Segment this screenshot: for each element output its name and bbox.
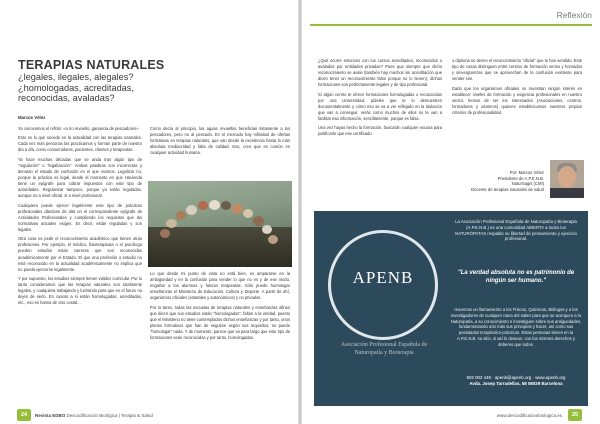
paragraph: Sí algún centro te ofrece formaciones homologadas o reconocidas por una Universidad, pídeles que te lo demuestren documentalmente y cómo eso se va a ver reflejado en la titulación que vas a conseguir, verás como muchos de ellos no te van a facilitar esa información, sencillamente, porque es falsa. xyxy=(318,91,442,122)
advert-contact xyxy=(450,375,582,387)
signature-line: Presidente de A.P.E.N.B. xyxy=(497,175,544,181)
paragraph: ¿Qué ocurre entonces con los cursos acreditados, reconocidos o avalados por entidades privadas? Pues que siempre que dicho reconocimiento se avale (también hay muchos sin acreditación que dicen tener un reconocimiento falso porque no lo tienen), dichas formaciones son perfectamente legales y de tipo profesional. xyxy=(318,58,442,88)
paragraph: Como decía al principio, las aguas revueltas benefician listamente a los pescadores, pero no al pescado. En el mercado hay infinidad de ofertas formativas en terapias naturales, que van desde la excelencia hasta la más absoluta mediocridad y falta de calidad. Eso, creo que es común en cualquier actividad humana. xyxy=(150,126,290,156)
signature-line: NaturSagis (CMI) xyxy=(511,181,544,187)
article-author: Marcos Vélez xyxy=(18,115,46,120)
page-gutter xyxy=(298,0,302,424)
paragraph: Una vez hayas hecho la formación, buscarán cualquier excusa para justificarle que ese certificado xyxy=(318,125,442,137)
paragraph: Esto es lo que sucede en la actualidad con las terapias naturales. Cada vez más personas las practicamos y forman parte de nuestro día a día, como consumidores, pacientes, clientes y terapeutas. xyxy=(18,135,142,153)
advert-intro: La Asociación Profesional Española de Naturopatía y Bioterapia (A.P.E.N.B.) es una comunidad ABIERTA a todos los NATURÓPATAS respaldo su libertad de pensamiento y ejercicio profesional. xyxy=(455,219,577,242)
column-2-top xyxy=(150,126,290,160)
author-photo xyxy=(550,160,584,198)
apenb-advert xyxy=(314,211,588,406)
column-3 xyxy=(318,58,442,141)
footer-left-text xyxy=(35,413,153,418)
column-2-bottom xyxy=(150,271,290,344)
advert-address: Avda. Josep Tarradellas, 58 08029 Barcelona xyxy=(469,381,563,386)
apenb-logo: APENB xyxy=(352,268,414,287)
paragraph: Cualquiera puede ejercer legalmente este tipo de prácticas profesionales dándose de alta en el correspondiente epígrafe de Actividades Profesionales y cumpliendo los requisitos que las normativas actuales exigen. Es decir, están reguladas y son legales. xyxy=(18,202,142,232)
page-number: 25 xyxy=(568,409,582,421)
advert-phone[interactable]: 902 002 449 · apenb@apenb.org · www.apenb.org xyxy=(466,375,566,380)
column-1 xyxy=(18,126,142,310)
apenb-seal-text: Asociación Profesional Española de Naturopatía y Bioterapia xyxy=(340,342,428,356)
right-page xyxy=(300,0,600,424)
page-number: 24 xyxy=(17,409,31,421)
magazine-section: Descodificación Biológica | Terapia & Salud xyxy=(66,413,153,418)
article-subtitle: ¿legales, ilegales, alegales? ¿homologadas, acreditadas, reconocidas, avaladas? xyxy=(18,72,134,103)
stones-photo xyxy=(148,181,292,267)
column-4 xyxy=(452,58,582,119)
advert-quote: "La verdad absoluta no es patrimonio de ningún ser humano." xyxy=(457,270,575,284)
footer-url[interactable]: www.descodificacionbiologica.es xyxy=(496,413,562,418)
magazine-name: Revista EDBO xyxy=(35,413,66,418)
paragraph: Ya conocemos el refrán: «a río revuelto, ganancia de pescadores» xyxy=(18,126,139,131)
paragraph: Ya hace muchas décadas que se anda tras algún tipo de "regulación" o "legalización". Ambas palabras son incorrectas y denotan el estado de confusión en el que vivimos. Legalizar no, porque la práctica es legal, desde el momento en que Hacienda tiene un epígrafe para cobrar impuestos con este tipo de actividades. Regularizar tampoco, porque ya están reguladas, aunque no a nivel oficial, sí a nivel profesional. xyxy=(18,156,142,199)
signature-block xyxy=(471,170,544,192)
paragraph: Y por supuesto, los estudios siempre tienen validez curricular. Por lo tanto consideramos que las terapias naturales son totalmente legales, y cualquiera trabajando y luchando para que en el futuro no dejen de serlo. En cuanto a si están homologadas, acreditadas, etc., eso es harina de otro costal... xyxy=(18,276,142,306)
paragraph: Otra cosa es pedir el reconocimiento académico que tienen otras profesiones. Por ejemplo, el médico, fisioterapeuta o el psicólogo pueden estudiar estas carreras que son reconocidas académicamente por el Estado. El que una profesión o estudio no esté reconocido en la actualidad académicamente no implica que no pueda ejercerse legalmente. xyxy=(18,236,142,272)
signature-line: Por: Marcos Vélez xyxy=(509,170,544,175)
signature-line: Docente de terapias naturales de salud xyxy=(471,186,544,192)
paragraph: Por lo tanto, todas las escuelas de terapias naturales y enseñanzas afines que dicen que sus estudios están "homologados", faltan a la verdad, puesto que el Ministerio no tiene contemplados dichos enseñanzas y por tanto, unos planes formativos que han de seguirse según sus requisitos, no puede "homologar" nada. Y de momento, parece que va para largo que este tipo de formaciones sean reconocidas y por tanto, homologadas. xyxy=(150,304,290,341)
paragraph: o diploma no tienen el reconocimiento "oficial" que te han vendido. Este tipo de cosas distinguen entre centros de formación serios y honrados y sinvergüenzas que se aprovechan de la confusión existente para vender sire. xyxy=(452,58,582,82)
paragraph: Dado que los organismos oficiales no muestran ningún interés en establecer niveles de formación y exigencia profesionales en nuestro sector, hemos de ser los interesados (Asociaciones, centros, formadores y alumnos) quienes establezcamos nuestros propios criterios de profesionalidad. xyxy=(452,85,582,115)
footer-right xyxy=(300,410,600,424)
advert-body: Hacemos un llamamiento a los Físicos, Químicos, Biólogos y a los investigadores de cualquier rama del saber para que se acerquen a la Naturopatía, a su conocimiento e investiguen sobre sus antiguedades, fundamentando aún más sus principios y hacer, así como sus postulados terapéutico-prácticos. Estas personas tienen en la A.P.E.N.B. su sitio, si así lo desean, con los mismos derechos y deberes que todos. xyxy=(450,307,582,347)
section-label: Reflexión xyxy=(556,10,592,20)
section-rule xyxy=(310,24,592,26)
footer-left xyxy=(0,410,300,424)
article-title: TERAPIAS NATURALES xyxy=(18,58,165,72)
paragraph: Lo que desde mi punto de vista no está bien, es ampararse en la ambigüedad y en la confusión para vender lo que no es y de ese modo, engañar a los alumnos y futuros terapeutas. Sólo puede homologar enseñanzas el Ministerio de Educación, Cultura y Deporte. A partir de ahí, organismos oficiales (estatales y autonómicos) y no privados. xyxy=(150,271,290,301)
